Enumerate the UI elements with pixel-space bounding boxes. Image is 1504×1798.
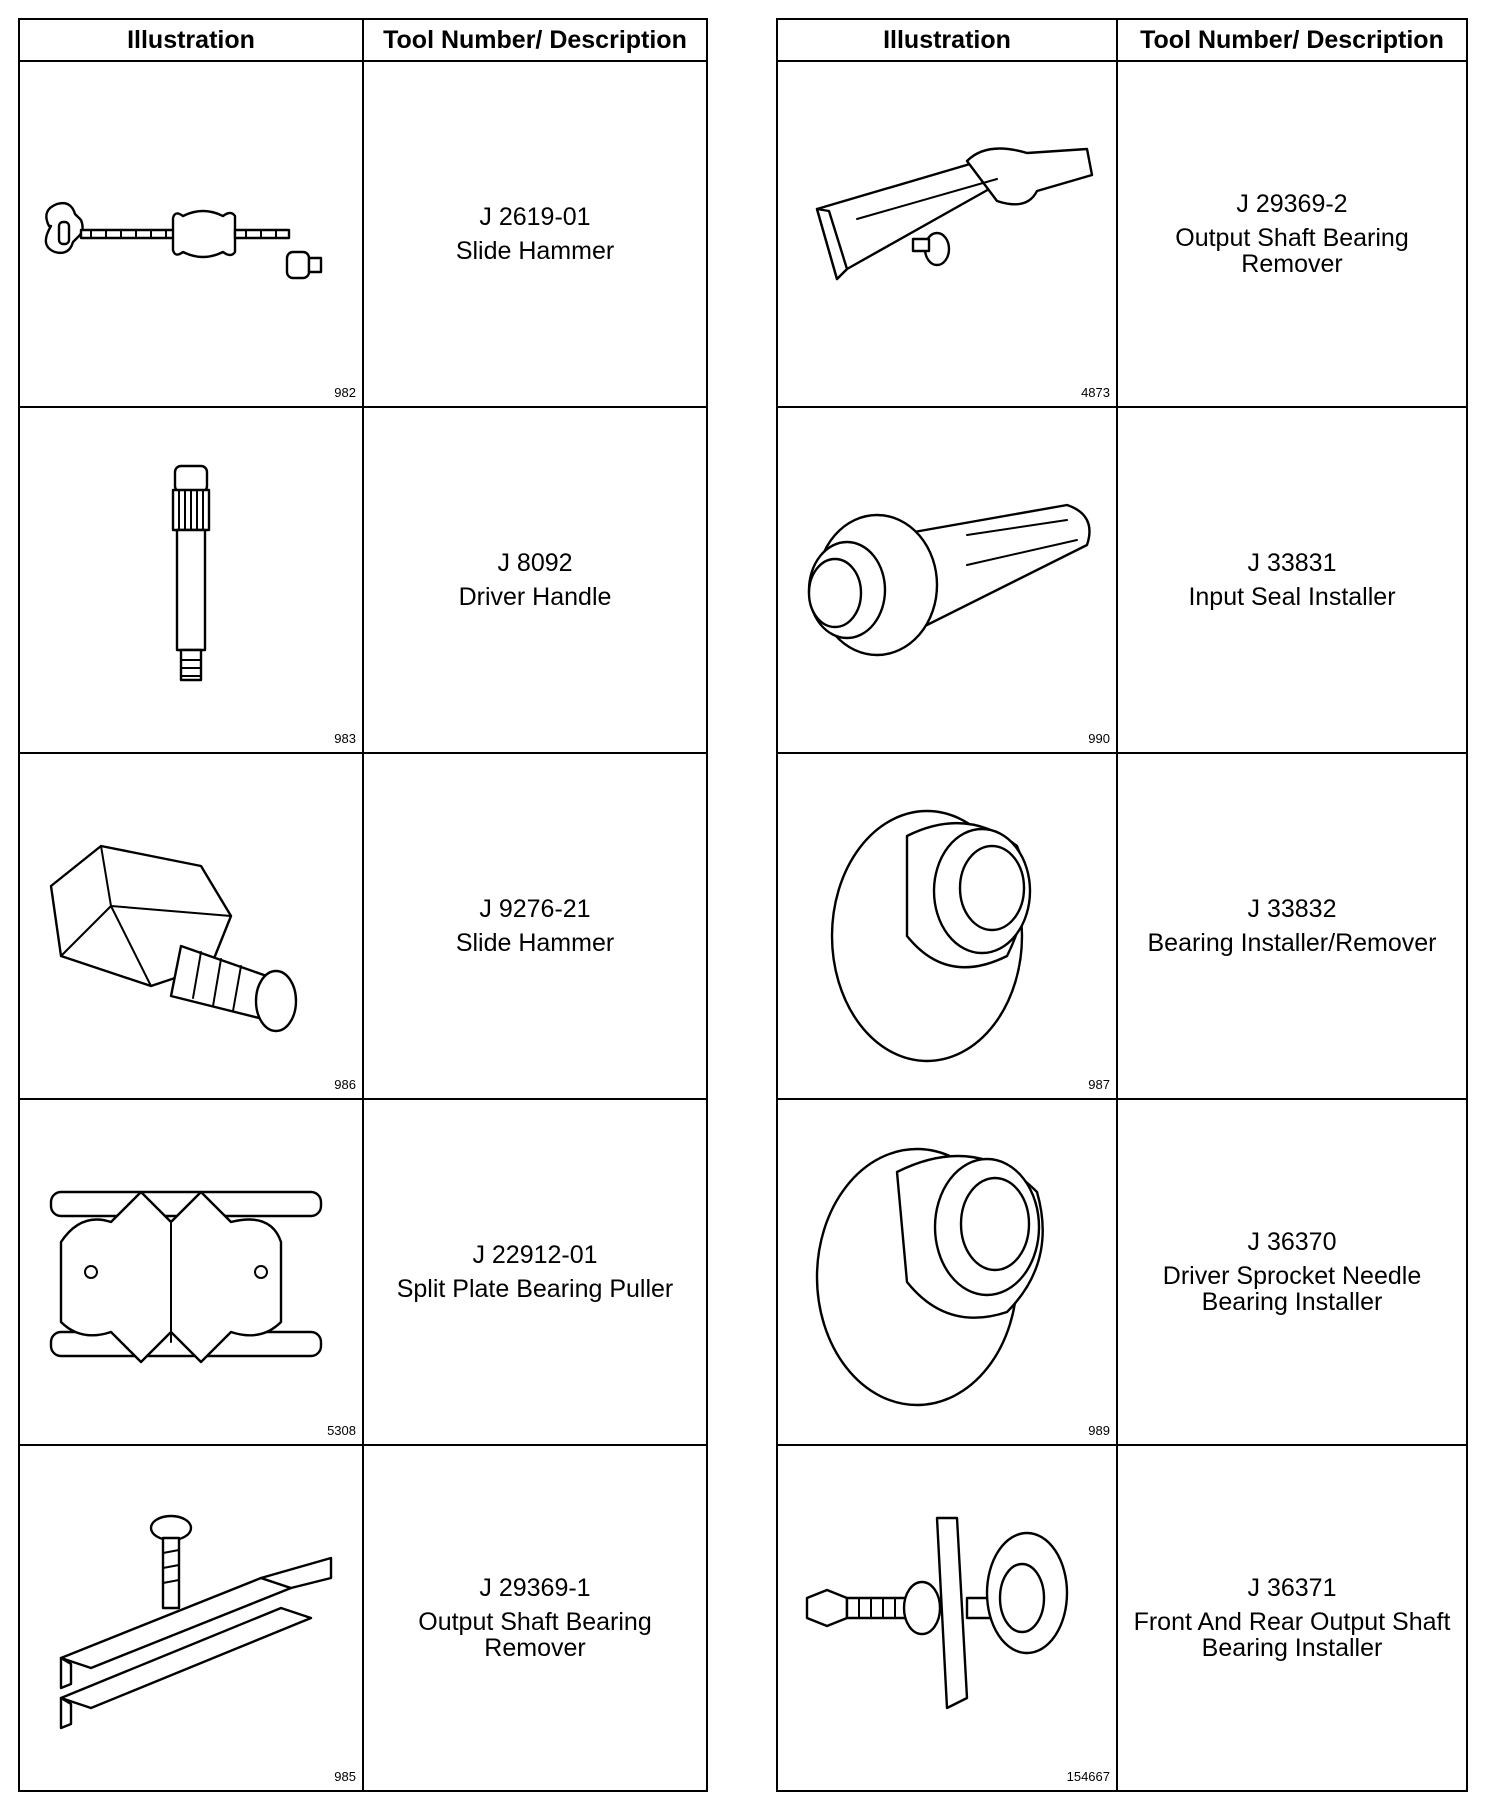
tool-number: J 36370 [1247, 1228, 1337, 1256]
sprocket-bearing-installer-icon [797, 1122, 1097, 1422]
tool-number: J 29369-2 [1236, 190, 1348, 218]
tool-description-cell [363, 1099, 707, 1445]
table-row [19, 407, 707, 753]
tool-description: Driver Sprocket Needle Bearing Installer [1162, 1262, 1422, 1316]
illustration-cell [19, 1099, 363, 1445]
bearing-remover-clamp-icon [31, 1488, 351, 1748]
tool-table-right [776, 18, 1468, 1792]
figure-number: 986 [334, 1077, 356, 1092]
tool-description: Output Shaft Bearing Remover [418, 1608, 652, 1662]
table-header-row [777, 19, 1467, 61]
tool-description-cell [363, 1445, 707, 1791]
tool-description: Slide Hammer [455, 929, 615, 957]
tool-description-cell [1117, 61, 1467, 407]
driver-handle-icon [121, 450, 261, 710]
tool-description-cell [363, 753, 707, 1099]
figure-number: 154667 [1066, 1769, 1110, 1784]
output-shaft-installer-icon [797, 1498, 1097, 1738]
tool-table-left [18, 18, 708, 1792]
figure-number: 983 [334, 731, 356, 746]
tool-description: Input Seal Installer [1188, 583, 1396, 611]
tool-description-cell [363, 407, 707, 753]
tool-number: J 36371 [1247, 1574, 1337, 1602]
table-row [777, 1099, 1467, 1445]
slide-hammer-icon [31, 134, 351, 334]
header-illustration: Illustration [777, 19, 1117, 61]
seal-installer-icon [787, 465, 1107, 695]
tool-description-cell [1117, 1099, 1467, 1445]
illustration-cell [777, 407, 1117, 753]
bearing-installer-icon [797, 776, 1097, 1076]
tool-description: Bearing Installer/Remover [1147, 929, 1437, 957]
tool-number: J 33831 [1247, 549, 1337, 577]
tool-number: J 9276-21 [479, 895, 591, 923]
table-row [19, 1099, 707, 1445]
split-plate-puller-icon [31, 1142, 351, 1402]
illustration-cell [777, 61, 1117, 407]
illustration-cell [777, 753, 1117, 1099]
bearing-remover-collet-icon [787, 119, 1107, 349]
table-row [777, 61, 1467, 407]
tool-description-cell [363, 61, 707, 407]
figure-number: 982 [334, 385, 356, 400]
tool-number: J 2619-01 [479, 203, 591, 231]
tool-number: J 8092 [497, 549, 573, 577]
figure-number: 987 [1088, 1077, 1110, 1092]
header-tool-number: Tool Number/ Description [1117, 19, 1467, 61]
tool-number: J 29369-1 [479, 1574, 591, 1602]
illustration-cell [19, 407, 363, 753]
illustration-cell [777, 1445, 1117, 1791]
figure-number: 990 [1088, 731, 1110, 746]
tool-number: J 22912-01 [472, 1241, 598, 1269]
header-illustration: Illustration [19, 19, 363, 61]
tool-description: Output Shaft Bearing Remover [1175, 224, 1409, 278]
figure-number: 4873 [1081, 385, 1110, 400]
illustration-cell [777, 1099, 1117, 1445]
illustration-cell [19, 61, 363, 407]
table-row [777, 753, 1467, 1099]
table-row [19, 1445, 707, 1791]
illustration-cell [19, 1445, 363, 1791]
figure-number: 985 [334, 1769, 356, 1784]
slide-hammer-adapter-icon [31, 806, 351, 1046]
header-tool-number: Tool Number/ Description [363, 19, 707, 61]
figure-number: 5308 [327, 1423, 356, 1438]
table-row [19, 753, 707, 1099]
table-row [777, 1445, 1467, 1791]
table-row [19, 61, 707, 407]
tool-number: J 33832 [1247, 895, 1337, 923]
table-header-row [19, 19, 707, 61]
tool-description-cell [1117, 407, 1467, 753]
figure-number: 989 [1088, 1423, 1110, 1438]
tool-description: Split Plate Bearing Puller [396, 1275, 674, 1303]
tool-description: Driver Handle [458, 583, 612, 611]
tool-description-cell [1117, 753, 1467, 1099]
tool-description-cell [1117, 1445, 1467, 1791]
tool-description: Front And Rear Output Shaft Bearing Installer [1133, 1608, 1451, 1662]
table-row [777, 407, 1467, 753]
tool-description: Slide Hammer [455, 237, 615, 265]
illustration-cell [19, 753, 363, 1099]
